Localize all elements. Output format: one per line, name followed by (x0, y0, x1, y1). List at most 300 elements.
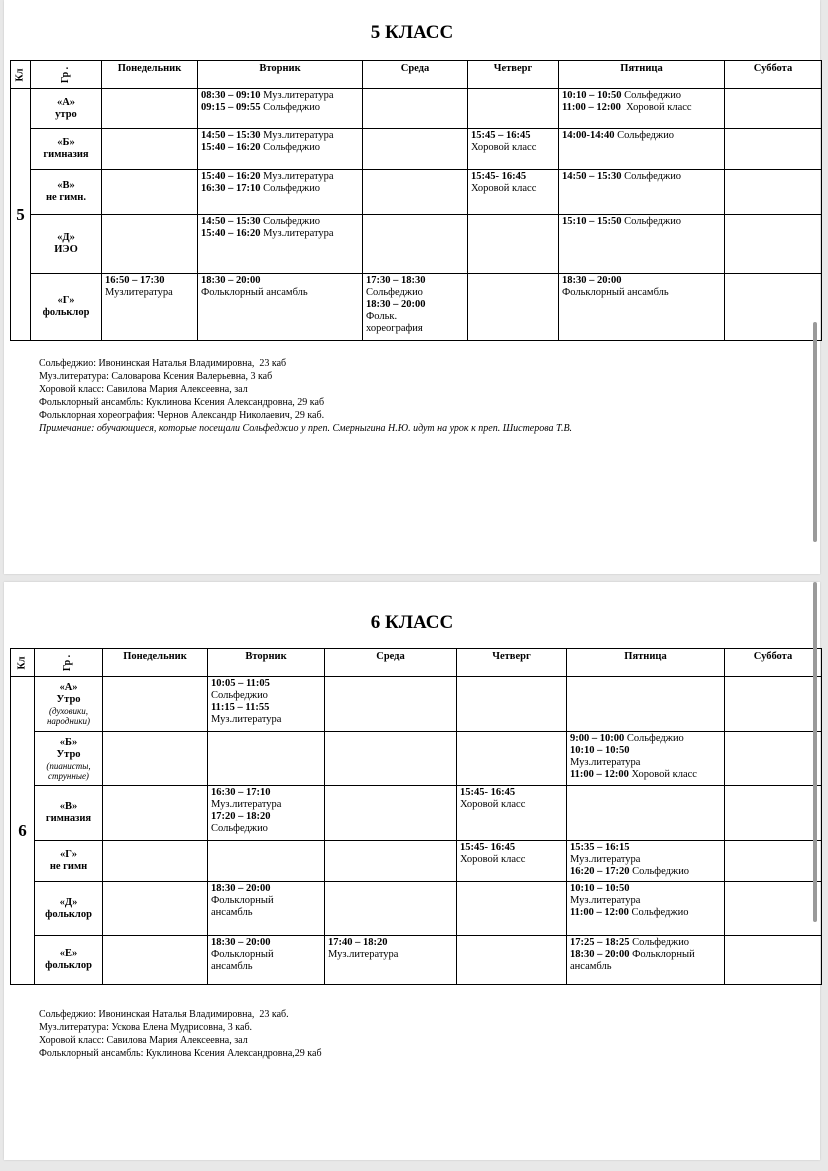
lesson-line (211, 678, 321, 690)
schedule-cell-wed (363, 215, 468, 274)
table-row (11, 129, 822, 170)
lesson-line (211, 823, 321, 835)
header-label: Кл (14, 68, 26, 81)
schedule-cell-fri (567, 732, 725, 786)
lesson-line (570, 745, 721, 757)
header-label: Пятница (620, 63, 663, 74)
column-header (559, 61, 725, 89)
lesson-line (201, 287, 359, 299)
lesson-line (570, 895, 721, 907)
schedule-table (10, 648, 822, 985)
lesson-line (562, 130, 721, 142)
lesson-time: 16:30 – 17:10 (201, 183, 261, 194)
group-name: «Б» (59, 736, 78, 748)
lesson-subject: Муз.литература (260, 228, 334, 239)
lesson-time: 15:10 – 15:50 (562, 216, 622, 227)
lesson-time: 15:35 – 16:15 (570, 842, 630, 853)
lesson-time: 10:05 – 11:05 (211, 678, 270, 689)
lesson-subject: Хоровой класс (460, 799, 526, 810)
group-name: «В» (57, 180, 75, 191)
lesson-subject: Фольклорный (211, 895, 274, 906)
lesson-line (570, 866, 721, 878)
schedule-cell-sat (725, 170, 822, 215)
lesson-line (460, 842, 563, 854)
schedule-cell-thu (468, 274, 559, 341)
lesson-subject: Сольфеджио (629, 937, 690, 948)
lesson-line (570, 757, 721, 769)
column-header (31, 61, 102, 89)
lesson-time: 15:45- 16:45 (471, 171, 527, 182)
lesson-time: 10:10 – 10:50 (570, 883, 630, 894)
teacher-note: Фольклорный ансамбль: Куклинова Ксения Александровна, 29 каб (39, 397, 325, 408)
schedule-cell-thu (468, 129, 559, 170)
lesson-time: 11:00 – 12:00 (570, 769, 629, 780)
schedule-cell-wed (325, 786, 457, 841)
lesson-line (201, 171, 359, 183)
header-label: Суббота (753, 63, 793, 74)
lesson-time: 15:40 – 16:20 (201, 171, 261, 182)
lesson-line (562, 102, 721, 114)
group-cell (31, 129, 102, 170)
lesson-line (366, 311, 464, 323)
schedule-cell-thu (457, 841, 567, 882)
lesson-time: 11:15 – 11:55 (211, 702, 270, 713)
header-label: Среда (376, 651, 405, 662)
lesson-line (211, 895, 321, 907)
lesson-line (201, 142, 359, 154)
schedule-cell-sat (725, 89, 822, 129)
lesson-line (562, 171, 721, 183)
lesson-time: 09:15 – 09:55 (201, 102, 261, 113)
lesson-time: 15:40 – 16:20 (201, 142, 261, 153)
lesson-subject: Муз.литература (260, 130, 334, 141)
lesson-line (570, 937, 721, 949)
lesson-line (570, 733, 721, 745)
lesson-line (211, 799, 321, 811)
lesson-line (211, 690, 321, 702)
group-note: (пианисты, струнные) (46, 760, 91, 781)
lesson-line (562, 287, 721, 299)
group-type: утро (55, 108, 77, 120)
lesson-subject: Сольфеджио (628, 907, 689, 918)
lesson-subject: Муз.литература (260, 90, 334, 101)
group-type: гимназия (45, 813, 92, 824)
lesson-line (562, 275, 721, 287)
lesson-line (211, 961, 321, 973)
remark-note: Примечание: обучающиеся, которые посещали Сольфеджио у преп. Смерныгина Н.Ю. идут на урок к преп. Шистерова Т.В. (39, 423, 573, 434)
schedule-cell-wed (363, 170, 468, 215)
schedule-cell-thu (457, 882, 567, 936)
lesson-line (570, 961, 721, 973)
lesson-line (211, 702, 321, 714)
lesson-line (366, 299, 464, 311)
lesson-line (105, 275, 194, 287)
group-name: «А» (59, 682, 78, 693)
group-name: «А» (56, 96, 76, 108)
schedule-cell-sat (725, 732, 822, 786)
schedule-cell-tue (208, 882, 325, 936)
schedule-cell-mon (103, 841, 208, 882)
schedule-cell-sat (725, 786, 822, 841)
schedule-cell-mon (103, 882, 208, 936)
lesson-time: 10:10 – 10:50 (562, 90, 622, 101)
teacher-note: Сольфеджио: Ивонинская Наталья Владимировна, 23 каб. (39, 1009, 289, 1020)
page-title: 5 КЛАСС (370, 22, 454, 43)
lesson-subject: Муз.литература (211, 799, 282, 810)
header-label: Четверг (492, 651, 531, 662)
group-type: не гимн. (46, 192, 86, 203)
column-header (103, 649, 208, 677)
group-type: гимназия (43, 149, 89, 160)
group-type: Утро (56, 748, 81, 760)
lesson-line (460, 787, 563, 799)
column-header (725, 649, 822, 677)
schedule-cell-fri (567, 936, 725, 985)
lesson-line (471, 142, 555, 154)
lesson-subject: Сольфеджио (260, 216, 321, 227)
group-cell (31, 215, 102, 274)
column-header (567, 649, 725, 677)
schedule-cell-thu (468, 170, 559, 215)
lesson-line (471, 183, 555, 195)
column-header (102, 61, 198, 89)
schedule-cell-fri (559, 170, 725, 215)
schedule-cell-fri (559, 274, 725, 341)
schedule-table (10, 60, 822, 341)
lesson-line (105, 287, 194, 299)
lesson-subject: Муз.литература (570, 854, 641, 865)
schedule-cell-tue (198, 215, 363, 274)
lesson-subject: Сольфеджио (260, 142, 321, 153)
column-header (457, 649, 567, 677)
group-cell (35, 786, 103, 841)
teacher-note: Хоровой класс: Савилова Мария Алексеевна, зал (39, 384, 248, 395)
lesson-subject: Фольклорный (211, 949, 274, 960)
lesson-subject: Хоровой класс (471, 142, 537, 153)
lesson-time: 18:30 – 20:00 (366, 299, 426, 310)
lesson-time: 15:45- 16:45 (460, 787, 516, 798)
schedule-cell-tue (208, 936, 325, 985)
schedule-cell-thu (468, 215, 559, 274)
lesson-time: 17:40 – 18:20 (328, 937, 388, 948)
lesson-line (570, 907, 721, 919)
table-row (11, 89, 822, 129)
lesson-time: 17:25 – 18:25 (570, 937, 630, 948)
group-name: «Г» (57, 295, 75, 306)
lesson-line (562, 90, 721, 102)
schedule-cell-mon (102, 215, 198, 274)
header-label: Вторник (245, 651, 287, 662)
group-type: фольклор (45, 908, 92, 920)
lesson-time: 14:50 – 15:30 (562, 171, 622, 182)
table-row (11, 215, 822, 274)
column-header (198, 61, 363, 89)
lesson-line (366, 275, 464, 287)
lesson-subject: Сольфеджио (621, 171, 682, 182)
lesson-time: 15:45 – 16:45 (471, 130, 531, 141)
lesson-subject: Сольфеджио (366, 287, 423, 298)
lesson-subject: Муз.литература (570, 895, 641, 906)
table-row (11, 170, 822, 215)
group-cell (35, 677, 103, 732)
schedule-cell-wed (325, 677, 457, 732)
lesson-subject: Муз.литература (328, 949, 399, 960)
group-name: «Г» (60, 849, 77, 860)
lesson-line (211, 883, 321, 895)
schedule-cell-tue (198, 89, 363, 129)
lesson-line (211, 811, 321, 823)
group-name: «Д» (57, 232, 75, 243)
schedule-cell-tue (198, 129, 363, 170)
header-label: Кл (16, 656, 28, 669)
schedule-cell-wed (325, 936, 457, 985)
table-row (11, 274, 822, 341)
lesson-line (201, 130, 359, 142)
lesson-subject: Фольк. (366, 311, 398, 322)
schedule-cell-thu (457, 786, 567, 841)
group-name: «Б» (57, 137, 75, 148)
table-row (11, 936, 822, 985)
header-label: Понедельник (117, 63, 182, 74)
teachers-notes (39, 1008, 322, 1060)
header-row (11, 61, 822, 89)
schedule-cell-mon (102, 89, 198, 129)
schedule-cell-tue (208, 677, 325, 732)
table-row (11, 677, 822, 732)
schedule-cell-fri (567, 882, 725, 936)
teacher-note: Хоровой класс: Савилова Мария Алексеевна, зал (39, 1035, 248, 1046)
lesson-time: 9:00 – 10:00 (570, 733, 625, 744)
lesson-time: 14:00-14:40 (562, 130, 615, 141)
lesson-subject: Хоровой класс (471, 183, 537, 194)
lesson-subject: Сольфеджио (211, 690, 268, 701)
lesson-subject: Хоровой класс (620, 102, 692, 113)
teacher-note: Фольклорная хореография: Чернов Александр Николаевич, 29 каб. (39, 410, 325, 421)
header-label: Понедельник (123, 651, 187, 662)
schedule-cell-sat (725, 882, 822, 936)
document-page-2 (4, 582, 820, 1160)
lesson-time: 18:30 – 20:00 (562, 275, 622, 286)
schedule-cell-mon (103, 677, 208, 732)
lesson-line (471, 130, 555, 142)
group-cell (31, 89, 102, 129)
table-row (11, 732, 822, 786)
scrollbar[interactable] (813, 322, 817, 542)
table-row (11, 882, 822, 936)
teacher-note: Фольклорный ансамбль: Куклинова Ксения Александровна,29 каб (39, 1048, 322, 1059)
column-header (35, 649, 103, 677)
schedule-cell-sat (725, 274, 822, 341)
group-name: «Е» (59, 948, 78, 959)
lesson-time: 11:00 – 12:00 (570, 907, 629, 918)
schedule-cell-fri (567, 677, 725, 732)
lesson-line (460, 854, 563, 866)
schedule-cell-thu (457, 677, 567, 732)
group-type: Утро (56, 694, 81, 705)
lesson-subject: Музлитература (105, 287, 173, 298)
lesson-line (201, 216, 359, 228)
schedule-cell-wed (325, 882, 457, 936)
schedule-cell-wed (363, 129, 468, 170)
lesson-line (201, 228, 359, 240)
schedule-cell-sat (725, 129, 822, 170)
group-type: не гимн (49, 861, 88, 872)
lesson-line (201, 275, 359, 287)
table-row (11, 786, 822, 841)
schedule-cell-wed (325, 732, 457, 786)
lesson-time: 16:30 – 17:10 (211, 787, 271, 798)
schedule-cell-mon (102, 170, 198, 215)
lesson-line (211, 937, 321, 949)
schedule-cell-wed (363, 89, 468, 129)
schedule-cell-mon (103, 786, 208, 841)
lesson-line (460, 799, 563, 811)
column-header (363, 61, 468, 89)
schedule-cell-mon (102, 274, 198, 341)
schedule-cell-mon (103, 936, 208, 985)
group-type: ИЭО (54, 244, 78, 255)
schedule-cell-sat (725, 677, 822, 732)
lesson-subject: Сольфеджио (211, 823, 268, 834)
header-label: Среда (400, 63, 430, 74)
schedule-cell-wed (325, 841, 457, 882)
page-title: 6 КЛАСС (370, 612, 454, 633)
lesson-time: 17:30 – 18:30 (366, 275, 426, 286)
lesson-subject: ансамбль (211, 907, 253, 918)
schedule-cell-mon (102, 129, 198, 170)
header-label: Четверг (493, 63, 533, 74)
teacher-note: Сольфеджио: Ивонинская Наталья Владимировна, 23 каб (39, 358, 287, 369)
lesson-time: 16:20 – 17:20 (570, 866, 630, 877)
group-cell (31, 274, 102, 341)
schedule-cell-fri (559, 129, 725, 170)
header-label: Суббота (753, 651, 793, 662)
group-cell (31, 170, 102, 215)
lesson-line (570, 842, 721, 854)
schedule-cell-tue (198, 274, 363, 341)
lesson-time: 14:50 – 15:30 (201, 216, 261, 227)
column-header (11, 649, 35, 677)
lesson-time: 15:40 – 16:20 (201, 228, 261, 239)
lesson-line (211, 907, 321, 919)
group-type: фольклор (45, 960, 92, 971)
lesson-subject: ансамбль (570, 961, 612, 972)
group-name: «Д» (59, 896, 78, 908)
lesson-line (201, 90, 359, 102)
header-label: Гр . (62, 654, 74, 671)
header-label: Гр . (59, 66, 71, 83)
schedule-cell-tue (208, 841, 325, 882)
lesson-subject: Сольфеджио (614, 130, 675, 141)
lesson-line (211, 949, 321, 961)
class-number: 5 (11, 89, 31, 341)
group-note: (духовики, народники) (46, 706, 91, 726)
schedule-cell-tue (208, 732, 325, 786)
teacher-note: Муз.литература: Саловарова Ксения Валерьевна, 3 каб (39, 371, 273, 382)
schedule-cell-fri (559, 89, 725, 129)
lesson-time: 08:30 – 09:10 (201, 90, 261, 101)
group-cell (35, 882, 103, 936)
lesson-subject: Сольфеджио (629, 866, 690, 877)
column-header (468, 61, 559, 89)
scrollbar[interactable] (813, 582, 817, 922)
lesson-subject: Хоровой класс (460, 854, 526, 865)
lesson-subject: Сольфеджио (621, 90, 682, 101)
lesson-subject: Муз.литература (570, 757, 641, 768)
group-name: «В» (59, 801, 78, 812)
schedule-cell-thu (457, 936, 567, 985)
lesson-time: 18:30 – 20:00 (201, 275, 261, 286)
lesson-subject: ансамбль (211, 961, 253, 972)
lesson-time: 14:50 – 15:30 (201, 130, 261, 141)
schedule-cell-thu (468, 89, 559, 129)
lesson-line (570, 854, 721, 866)
lesson-subject: Сольфеджио (621, 216, 682, 227)
group-type: фольклор (42, 307, 90, 318)
schedule-cell-tue (198, 170, 363, 215)
schedule-cell-fri (567, 786, 725, 841)
schedule-cell-sat (725, 841, 822, 882)
lesson-line (366, 323, 464, 335)
lesson-time: 18:30 – 20:00 (211, 937, 271, 948)
lesson-subject: Сольфеджио (260, 183, 321, 194)
lesson-time: 10:10 – 10:50 (570, 745, 630, 756)
group-cell (35, 732, 103, 786)
group-cell (35, 841, 103, 882)
column-header (325, 649, 457, 677)
column-header (208, 649, 325, 677)
lesson-subject: Сольфеджио (260, 102, 321, 113)
table-row (11, 841, 822, 882)
header-label: Вторник (259, 63, 301, 74)
lesson-time: 18:30 – 20:00 (570, 949, 630, 960)
lesson-time: 18:30 – 20:00 (211, 883, 271, 894)
group-cell (35, 936, 103, 985)
lesson-time: 15:45- 16:45 (460, 842, 516, 853)
lesson-line (211, 787, 321, 799)
lesson-time: 16:50 – 17:30 (105, 275, 165, 286)
lesson-subject: Хоровой класс (628, 769, 697, 780)
lesson-line (328, 937, 453, 949)
lesson-line (570, 949, 721, 961)
lesson-subject: Фольклорный ансамбль (562, 287, 669, 298)
lesson-time: 11:00 – 12:00 (562, 102, 621, 113)
teachers-notes (39, 357, 572, 435)
schedule-cell-thu (457, 732, 567, 786)
schedule-cell-wed (363, 274, 468, 341)
lesson-line (570, 883, 721, 895)
header-label: Пятница (624, 651, 667, 662)
lesson-line (201, 183, 359, 195)
lesson-subject: хореография (366, 323, 423, 334)
lesson-subject: Сольфеджио (624, 733, 684, 744)
lesson-line (570, 769, 721, 781)
column-header (11, 61, 31, 89)
lesson-line (366, 287, 464, 299)
lesson-subject: Муз.литература (260, 171, 334, 182)
schedule-cell-fri (559, 215, 725, 274)
schedule-cell-mon (103, 732, 208, 786)
lesson-subject: Муз.литература (211, 714, 282, 725)
column-header (725, 61, 822, 89)
lesson-line (471, 171, 555, 183)
header-row (11, 649, 822, 677)
lesson-line (562, 216, 721, 228)
lesson-subject: Фольклорный ансамбль (201, 287, 308, 298)
class-number: 6 (11, 677, 35, 985)
lesson-line (328, 949, 453, 961)
schedule-cell-sat (725, 936, 822, 985)
